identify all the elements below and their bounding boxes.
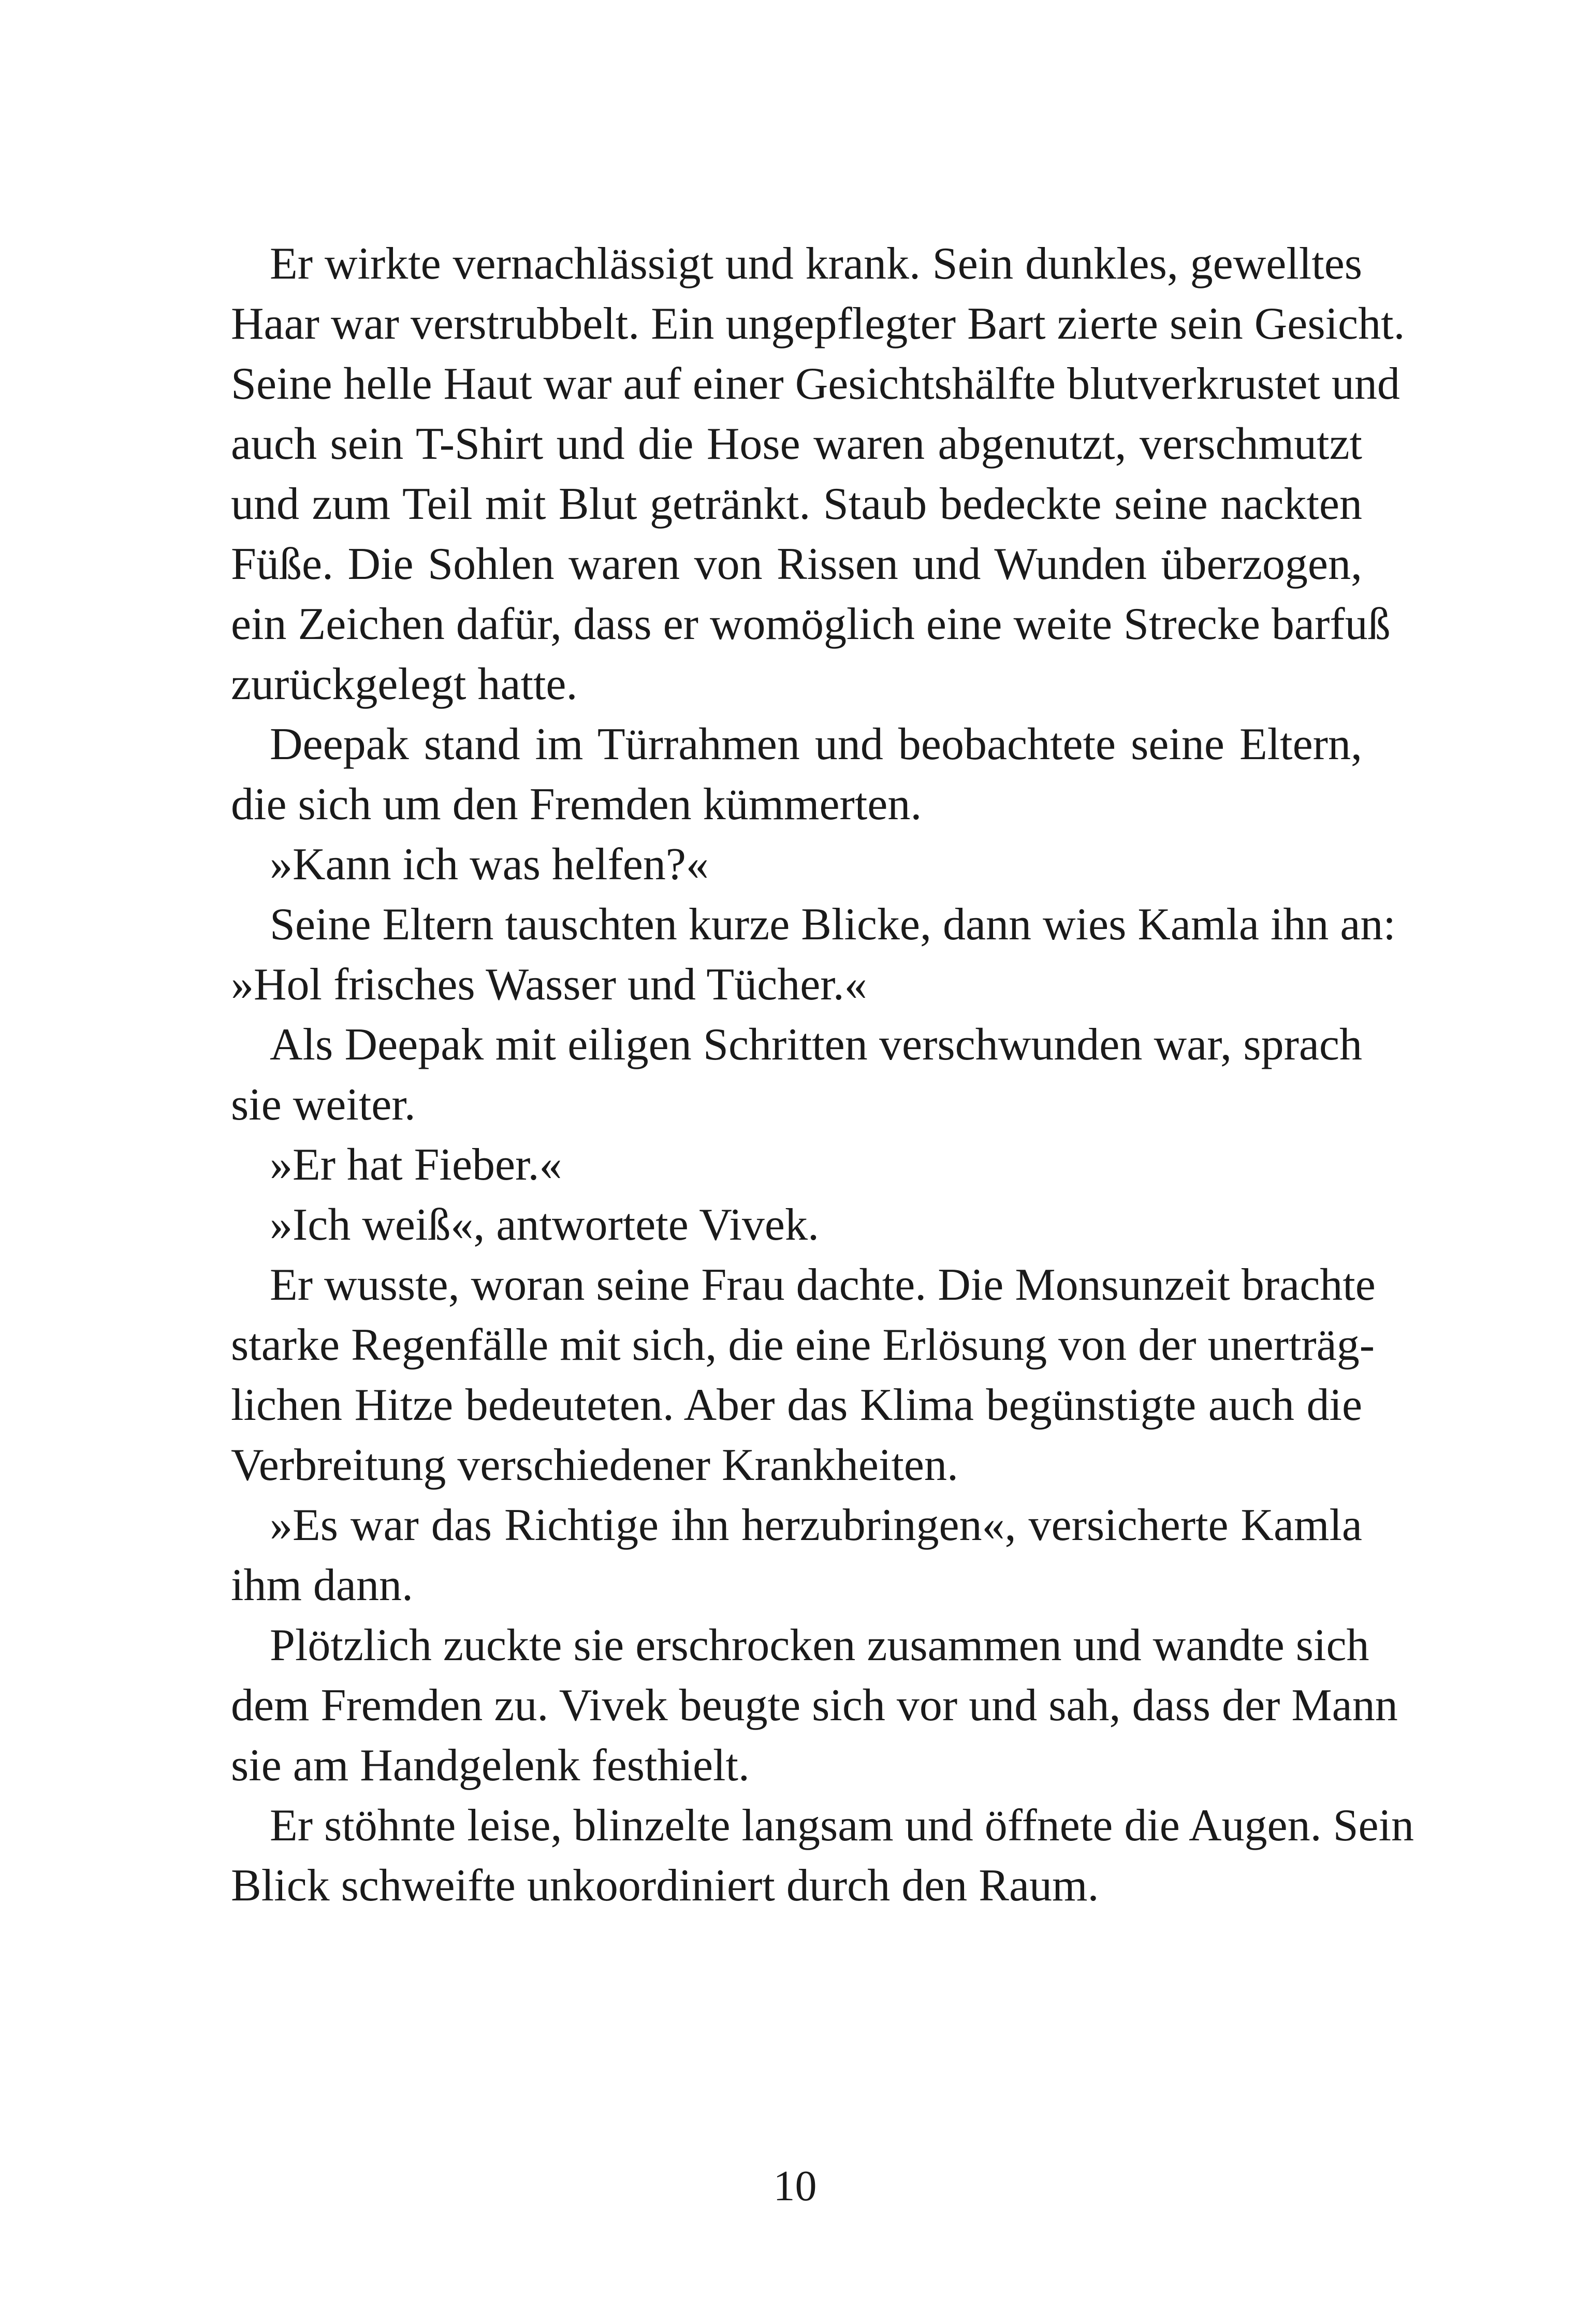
text-line: Er wirkte vernachlässigt und krank. Sein dunkles, gewelltes xyxy=(270,239,1362,289)
text-line: »Kann ich was helfen?« xyxy=(270,839,709,890)
text-line: sie weiter. xyxy=(231,1080,416,1130)
text-line: »Ich weiß«, antwortete Vivek. xyxy=(270,1200,819,1250)
text-line: »Er hat Fieber.« xyxy=(270,1140,562,1190)
text-line: dem Fremden zu. Vivek beugte sich vor und sah, dass der Mann xyxy=(231,1680,1398,1731)
body-text xyxy=(231,234,1414,1916)
paragraph xyxy=(231,895,1396,1015)
text-line: »Hol frisches Wasser und Tücher.« xyxy=(231,960,867,1010)
text-line: zurückgelegt hatte. xyxy=(231,659,578,709)
text-line: Plötzlich zuckte sie erschrocken zusammen und wandte sich xyxy=(270,1620,1369,1671)
paragraph xyxy=(231,1495,1362,1616)
text-line: ihm dann. xyxy=(231,1560,413,1610)
text-line: und zum Teil mit Blut getränkt. Staub bedeckte seine nackten xyxy=(231,479,1362,529)
text-line: Verbreitung verschiedener Krankheiten. xyxy=(231,1440,958,1490)
paragraph xyxy=(231,835,1362,895)
paragraph xyxy=(231,1135,1362,1195)
text-line: ein Zeichen dafür, dass er womöglich eine weite Strecke barfuß xyxy=(231,599,1391,649)
paragraph xyxy=(231,1195,1362,1255)
text-line: Haar war verstrubbelt. Ein ungepflegter Bart zierte sein Gesicht. xyxy=(231,299,1405,349)
text-line: Blick schweifte unkoordiniert durch den Raum. xyxy=(231,1861,1099,1911)
text-line: lichen Hitze bedeuteten. Aber das Klima begünstigte auch die xyxy=(231,1380,1362,1430)
paragraph xyxy=(231,1255,1376,1495)
paragraph xyxy=(231,1796,1414,1916)
text-line: auch sein T-Shirt und die Hose waren abgenutzt, verschmutzt xyxy=(231,419,1362,469)
page-number: 10 xyxy=(773,2162,817,2210)
text-line: starke Regenfälle mit sich, die eine Erlösung von der unerträg- xyxy=(231,1320,1375,1370)
text-line: sie am Handgelenk festhielt. xyxy=(231,1740,750,1791)
paragraph xyxy=(231,715,1362,835)
text-line: Füße. Die Sohlen waren von Rissen und Wunden überzogen, xyxy=(231,539,1362,589)
text-line: Er wusste, woran seine Frau dachte. Die Monsunzeit brachte xyxy=(270,1260,1376,1310)
text-line: Als Deepak mit eiligen Schritten verschwunden war, sprach xyxy=(270,1020,1362,1070)
text-line: die sich um den Fremden kümmerten. xyxy=(231,779,922,830)
paragraph xyxy=(231,1015,1362,1135)
text-line: »Es war das Richtige ihn herzubringen«, versicherte Kamla xyxy=(270,1500,1362,1550)
text-line: Seine Eltern tauschten kurze Blicke, dann wies Kamla ihn an: xyxy=(270,899,1396,950)
text-line: Seine helle Haut war auf einer Gesichtshälfte blutverkrustet und xyxy=(231,359,1400,409)
text-line: Deepak stand im Türrahmen und beobachtete seine Eltern, xyxy=(270,719,1362,769)
paragraph xyxy=(231,1616,1398,1796)
text-line: Er stöhnte leise, blinzelte langsam und öffnete die Augen. Sein xyxy=(270,1800,1414,1851)
paragraph xyxy=(231,234,1405,715)
